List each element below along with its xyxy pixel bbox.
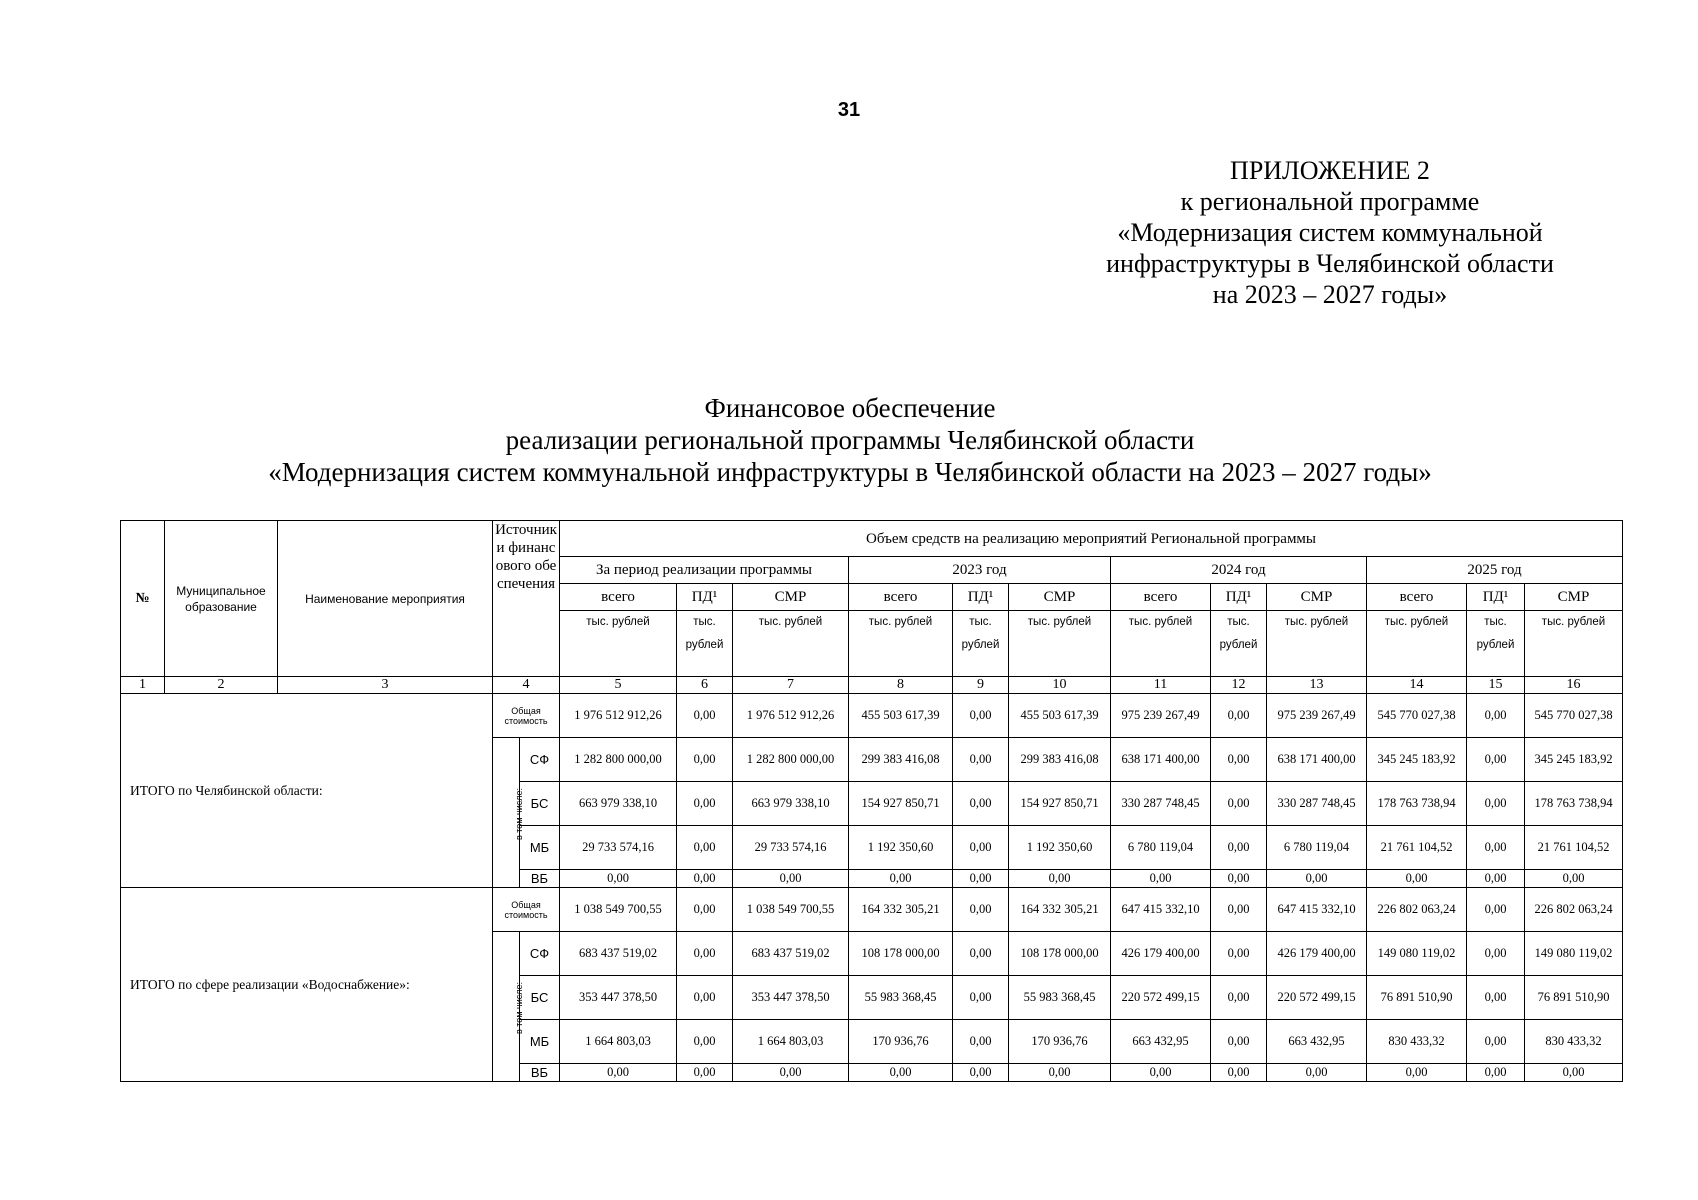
value-cell: 149 080 119,02 [1525, 932, 1623, 976]
value-cell: 299 383 416,08 [849, 738, 953, 782]
column-number: 7 [733, 677, 849, 694]
unit-label: тыс. рублей [1367, 611, 1467, 677]
col-header-municipality: Муниципальное образование [165, 521, 278, 677]
column-number: 15 [1467, 677, 1525, 694]
value-cell: 545 770 027,38 [1367, 694, 1467, 738]
value-cell: 975 239 267,49 [1267, 694, 1367, 738]
value-cell: 345 245 183,92 [1367, 738, 1467, 782]
source-code: ВБ [520, 1064, 560, 1082]
value-cell: 330 287 748,45 [1267, 782, 1367, 826]
value-cell: 0,00 [1467, 738, 1525, 782]
value-cell: 830 433,32 [1367, 1020, 1467, 1064]
source-code: ВБ [520, 870, 560, 888]
source-code: БС [520, 976, 560, 1020]
value-cell: 1 038 549 700,55 [733, 888, 849, 932]
value-cell: 0,00 [677, 888, 733, 932]
unit-label: тыс. рублей [849, 611, 953, 677]
value-cell: 0,00 [1111, 1064, 1211, 1082]
column-number: 13 [1267, 677, 1367, 694]
column-number-row [121, 677, 1623, 694]
table-row [121, 694, 1623, 738]
value-cell: 1 038 549 700,55 [560, 888, 677, 932]
source-code: МБ [520, 826, 560, 870]
value-cell: 76 891 510,90 [1367, 976, 1467, 1020]
value-cell: 164 332 305,21 [1009, 888, 1111, 932]
value-cell: 0,00 [849, 1064, 953, 1082]
value-cell: 220 572 499,15 [1111, 976, 1211, 1020]
value-cell: 663 432,95 [1111, 1020, 1211, 1064]
value-cell: 0,00 [953, 870, 1009, 888]
value-cell: 29 733 574,16 [560, 826, 677, 870]
sub-header: СМР [733, 584, 849, 611]
value-cell: 0,00 [1467, 826, 1525, 870]
group-label: ИТОГО по Челябинской области: [121, 694, 493, 888]
value-cell: 0,00 [1467, 932, 1525, 976]
value-cell: 6 780 119,04 [1267, 826, 1367, 870]
value-cell: 1 976 512 912,26 [733, 694, 849, 738]
value-cell: 0,00 [1467, 870, 1525, 888]
value-cell: 170 936,76 [1009, 1020, 1111, 1064]
value-cell: 683 437 519,02 [733, 932, 849, 976]
value-cell: 0,00 [1211, 888, 1267, 932]
value-cell: 164 332 305,21 [849, 888, 953, 932]
value-cell: 178 763 738,94 [1525, 782, 1623, 826]
col-header-volume: Объем средств на реализацию мероприятий Региональной программы [560, 521, 1623, 557]
group-label: ИТОГО по сфере реализации «Водоснабжение»: [121, 888, 493, 1082]
value-cell: 170 936,76 [849, 1020, 953, 1064]
value-cell: 0,00 [1467, 888, 1525, 932]
source-code: БС [520, 782, 560, 826]
header-row [121, 521, 1623, 557]
value-cell: 647 415 332,10 [1267, 888, 1367, 932]
column-number: 8 [849, 677, 953, 694]
value-cell: 226 802 063,24 [1525, 888, 1623, 932]
sub-header: ПД¹ [1211, 584, 1267, 611]
value-cell: 638 171 400,00 [1111, 738, 1211, 782]
value-cell: 29 733 574,16 [733, 826, 849, 870]
sub-header: всего [1367, 584, 1467, 611]
value-cell: 663 979 338,10 [733, 782, 849, 826]
value-cell: 0,00 [849, 870, 953, 888]
unit-label: тыс. рублей [733, 611, 849, 677]
col-header-sources: Источники финансового обеспечения [493, 521, 560, 677]
value-cell: 0,00 [1211, 976, 1267, 1020]
value-cell: 0,00 [560, 1064, 677, 1082]
value-cell: 353 447 378,50 [560, 976, 677, 1020]
value-cell: 0,00 [677, 932, 733, 976]
value-cell: 0,00 [560, 870, 677, 888]
value-cell: 455 503 617,39 [1009, 694, 1111, 738]
including-text: в том числе: [513, 981, 524, 1034]
including-label [493, 932, 524, 1082]
column-number: 10 [1009, 677, 1111, 694]
value-cell: 299 383 416,08 [1009, 738, 1111, 782]
value-cell: 0,00 [1467, 1064, 1525, 1082]
value-cell: 0,00 [1467, 782, 1525, 826]
value-cell: 0,00 [1267, 870, 1367, 888]
value-cell: 0,00 [1009, 870, 1111, 888]
value-cell: 1 976 512 912,26 [560, 694, 677, 738]
period-header: 2023 год [849, 557, 1111, 584]
value-cell: 0,00 [677, 1020, 733, 1064]
value-cell: 353 447 378,50 [733, 976, 849, 1020]
value-cell: 0,00 [1525, 1064, 1623, 1082]
value-cell: 0,00 [1211, 1020, 1267, 1064]
sub-header: ПД¹ [1467, 584, 1525, 611]
value-cell: 226 802 063,24 [1367, 888, 1467, 932]
sub-header: ПД¹ [953, 584, 1009, 611]
column-number: 6 [677, 677, 733, 694]
value-cell: 0,00 [1211, 870, 1267, 888]
unit-label: тыс. рублей [1467, 611, 1525, 677]
value-cell: 345 245 183,92 [1525, 738, 1623, 782]
column-number: 4 [493, 677, 560, 694]
column-number: 2 [165, 677, 278, 694]
source-code: СФ [520, 738, 560, 782]
value-cell: 55 983 368,45 [1009, 976, 1111, 1020]
value-cell: 0,00 [733, 870, 849, 888]
unit-label: тыс. рублей [677, 611, 733, 677]
value-cell: 0,00 [953, 826, 1009, 870]
column-number: 14 [1367, 677, 1467, 694]
value-cell: 154 927 850,71 [849, 782, 953, 826]
value-cell: 683 437 519,02 [560, 932, 677, 976]
value-cell: 0,00 [1267, 1064, 1367, 1082]
value-cell: 6 780 119,04 [1111, 826, 1211, 870]
value-cell: 0,00 [677, 870, 733, 888]
appendix-line: «Модернизация систем коммунальной [1117, 218, 1543, 247]
financing-table [120, 520, 1623, 1082]
unit-label: тыс. рублей [1211, 611, 1267, 677]
value-cell: 0,00 [1211, 782, 1267, 826]
value-cell: 0,00 [1111, 870, 1211, 888]
appendix-line: к региональной программе [1180, 187, 1480, 216]
value-cell: 0,00 [953, 1020, 1009, 1064]
value-cell: 647 415 332,10 [1111, 888, 1211, 932]
title-line: Финансовое обеспечение [704, 393, 996, 423]
value-cell: 1 282 800 000,00 [733, 738, 849, 782]
value-cell: 0,00 [1211, 694, 1267, 738]
column-number: 9 [953, 677, 1009, 694]
unit-label: тыс. рублей [1009, 611, 1111, 677]
value-cell: 545 770 027,38 [1525, 694, 1623, 738]
value-cell: 0,00 [953, 976, 1009, 1020]
column-number: 16 [1525, 677, 1623, 694]
value-cell: 0,00 [1211, 1064, 1267, 1082]
sub-header: ПД¹ [677, 584, 733, 611]
value-cell: 0,00 [1467, 1020, 1525, 1064]
value-cell: 178 763 738,94 [1367, 782, 1467, 826]
appendix-line: инфраструктуры в Челябинской области [1106, 249, 1554, 278]
value-cell: 0,00 [677, 694, 733, 738]
sub-header: всего [560, 584, 677, 611]
sub-header: СМР [1009, 584, 1111, 611]
value-cell: 0,00 [1211, 738, 1267, 782]
column-number: 12 [1211, 677, 1267, 694]
including-label [493, 738, 524, 888]
value-cell: 0,00 [1525, 870, 1623, 888]
value-cell: 0,00 [1367, 870, 1467, 888]
value-cell: 0,00 [1211, 932, 1267, 976]
value-cell: 663 979 338,10 [560, 782, 677, 826]
source-code: МБ [520, 1020, 560, 1064]
value-cell: 0,00 [1009, 1064, 1111, 1082]
period-header: 2024 год [1111, 557, 1367, 584]
value-cell: 638 171 400,00 [1267, 738, 1367, 782]
unit-label: тыс. рублей [953, 611, 1009, 677]
value-cell: 0,00 [677, 782, 733, 826]
source-code: СФ [520, 932, 560, 976]
column-number: 1 [121, 677, 165, 694]
value-cell: 1 192 350,60 [1009, 826, 1111, 870]
column-number: 5 [560, 677, 677, 694]
unit-label: тыс. рублей [1111, 611, 1211, 677]
value-cell: 0,00 [1467, 976, 1525, 1020]
sub-header: всего [849, 584, 953, 611]
page-number: 31 [837, 99, 861, 121]
document-title [100, 392, 1600, 488]
value-cell: 0,00 [677, 738, 733, 782]
value-cell: 0,00 [953, 932, 1009, 976]
value-cell: 0,00 [677, 1064, 733, 1082]
title-line: «Модернизация систем коммунальной инфраструктуры в Челябинской области на 2023 – 2027 годы» [268, 457, 1432, 487]
value-cell: 0,00 [677, 976, 733, 1020]
value-cell: 1 282 800 000,00 [560, 738, 677, 782]
appendix-line: на 2023 – 2027 годы» [1212, 280, 1448, 309]
value-cell: 663 432,95 [1267, 1020, 1367, 1064]
appendix-header [1080, 155, 1580, 310]
column-number: 3 [278, 677, 493, 694]
value-cell: 154 927 850,71 [1009, 782, 1111, 826]
value-cell: 0,00 [1211, 826, 1267, 870]
including-text: в том числе: [513, 787, 524, 840]
sub-header: СМР [1525, 584, 1623, 611]
value-cell: 975 239 267,49 [1111, 694, 1211, 738]
value-cell: 1 664 803,03 [560, 1020, 677, 1064]
value-cell: 21 761 104,52 [1525, 826, 1623, 870]
value-cell: 830 433,32 [1525, 1020, 1623, 1064]
value-cell: 426 179 400,00 [1111, 932, 1211, 976]
value-cell: 0,00 [953, 1064, 1009, 1082]
value-cell: 108 178 000,00 [849, 932, 953, 976]
title-line: реализации региональной программы Челябинской области [505, 425, 1195, 455]
unit-label: тыс. рублей [560, 611, 677, 677]
value-cell: 0,00 [953, 694, 1009, 738]
value-cell: 0,00 [733, 1064, 849, 1082]
sub-header: СМР [1267, 584, 1367, 611]
total-cost-label: Общая стоимость [493, 694, 560, 738]
sub-header: всего [1111, 584, 1211, 611]
value-cell: 330 287 748,45 [1111, 782, 1211, 826]
appendix-line: ПРИЛОЖЕНИЕ 2 [1230, 156, 1430, 185]
value-cell: 455 503 617,39 [849, 694, 953, 738]
value-cell: 0,00 [953, 888, 1009, 932]
value-cell: 0,00 [953, 738, 1009, 782]
unit-label: тыс. рублей [1267, 611, 1367, 677]
value-cell: 149 080 119,02 [1367, 932, 1467, 976]
value-cell: 0,00 [1467, 694, 1525, 738]
value-cell: 1 664 803,03 [733, 1020, 849, 1064]
period-header: 2025 год [1367, 557, 1623, 584]
col-header-event: Наименование мероприятия [278, 521, 493, 677]
unit-label: тыс. рублей [1525, 611, 1623, 677]
total-cost-label: Общая стоимость [493, 888, 560, 932]
value-cell: 108 178 000,00 [1009, 932, 1111, 976]
period-header: За период реализации программы [560, 557, 849, 584]
value-cell: 220 572 499,15 [1267, 976, 1367, 1020]
value-cell: 0,00 [1367, 1064, 1467, 1082]
value-cell: 76 891 510,90 [1525, 976, 1623, 1020]
value-cell: 55 983 368,45 [849, 976, 953, 1020]
value-cell: 1 192 350,60 [849, 826, 953, 870]
value-cell: 0,00 [677, 826, 733, 870]
column-number: 11 [1111, 677, 1211, 694]
table-row [121, 888, 1623, 932]
value-cell: 426 179 400,00 [1267, 932, 1367, 976]
value-cell: 21 761 104,52 [1367, 826, 1467, 870]
value-cell: 0,00 [953, 782, 1009, 826]
col-header-number: № [121, 521, 165, 677]
